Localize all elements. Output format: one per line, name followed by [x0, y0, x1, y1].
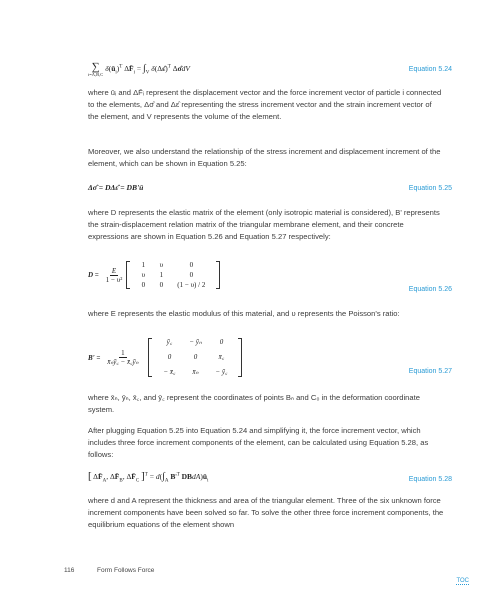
matrix-cell: 0 — [193, 353, 198, 361]
matrix-b-lhs: B' = — [88, 353, 101, 362]
equation-5-26-label: Equation 5.26 — [408, 286, 452, 293]
matrix-cell: ȳ꜀ — [166, 338, 173, 346]
paragraph-2: Moreover, we also understand the relationship of the stress increment and displacement increment of the element, which can be shown in Equation 5.25: — [88, 147, 441, 168]
paragraph-3: where D represents the elastic matrix of the element (only isotropic material is considered), B' represents the strain-displacement relation matrix of the triangular membrane element, and their concrete expressions are shown in Equation 5.26 and Equation 5.27 respectively: — [88, 208, 440, 241]
paragraph-5: where x̄ₙ, ȳₙ, x̄꜀, and ȳ꜀ represent the coordinates of points Bₙ and C₀ in the deformation coordinate system. — [88, 393, 420, 414]
matrix-cell: x̄ₙ — [192, 368, 199, 376]
matrix-cell: υ — [141, 271, 146, 279]
matrix-cell: 0 — [141, 281, 146, 289]
matrix-d-factor: $\frac{E}{\text{1 − υ²}}$ — [105, 266, 123, 284]
equation-5-25-label: Equation 5.25 — [408, 185, 452, 192]
equation-5-24-label: Equation 5.24 — [408, 66, 452, 73]
matrix-cell: 0 — [189, 261, 194, 269]
equation-5-27-label: Equation 5.27 — [408, 368, 452, 375]
matrix-cell: − ȳₙ — [189, 338, 202, 346]
matrix-d-lhs: D = — [88, 271, 99, 279]
matrix-cell: 0 — [189, 271, 194, 279]
matrix-b-grid — [152, 338, 238, 377]
equation-5-26 — [88, 261, 220, 289]
matrix-cell: 1 — [141, 261, 146, 269]
matrix-cell: υ — [159, 261, 164, 269]
matrix-d-grid — [130, 261, 216, 289]
matrix-cell: 0 — [219, 338, 224, 346]
paragraph-7: where d and A represent the thickness and area of the triangular element. Three of the six unknown force increment components have been solved so far. To solve the other three force increment components, the equilibrium equations of the element shown — [88, 496, 444, 529]
equation-5-25: Δσ̂ = DΔε̂ = DB'ū — [88, 183, 144, 192]
paragraph-1: where ūᵢ and ΔF̄ᵢ represent the displacement vector and the force increment vector of particle i connected to the elements, Δσ̂ and Δε̂ representing the stress increment vector and the strain increment vector of the element, and V represents the volume of the element. — [88, 88, 442, 121]
page-number: 116 — [64, 567, 75, 574]
matrix-cell: 0 — [159, 281, 164, 289]
matrix-cell: − ȳ꜀ — [215, 368, 228, 376]
matrix-cell: − x̄꜀ — [163, 368, 176, 376]
book-title: Form Follows Force — [97, 567, 155, 574]
matrix-b-factor: $\frac{1}{\text{x̄ₙȳ꜀ − x̄꜀ȳₙ}}$ — [107, 349, 139, 366]
paragraph-4: where E represents the elastic modulus of this material, and υ represents the Poisson's ratio: — [88, 309, 400, 318]
matrix-cell: 0 — [167, 353, 172, 361]
equation-5-28-label: Equation 5.28 — [408, 476, 452, 483]
matrix-cell: x̄꜀ — [218, 353, 225, 361]
toc-link[interactable]: TOC — [456, 578, 469, 584]
matrix-cell: 1 — [159, 271, 164, 279]
matrix-cell: (1 − υ) / 2 — [177, 281, 206, 289]
equation-5-28: [ $\Delta F̄_A$, $\Delta F̄_B$, $\Delta F̄_C$ ]$^T = d(\int_A$ $B'^T$ $DBdA)ū_i$ — [88, 470, 209, 484]
equation-5-24: ∑ i=Λ,B,C $\delta(ū_i)^T$ $\Delta F̄_i = \int_V$ δ(Δε̂)$^T$ Δσ̂dV — [88, 61, 190, 77]
paragraph-6: After plugging Equation 5.25 into Equation 5.24 and simplifying it, the force increment vector, which includes three force increment components of the element, can be calculated using Equation 5.28, as follows: — [88, 426, 429, 459]
equation-5-27 — [88, 338, 242, 377]
